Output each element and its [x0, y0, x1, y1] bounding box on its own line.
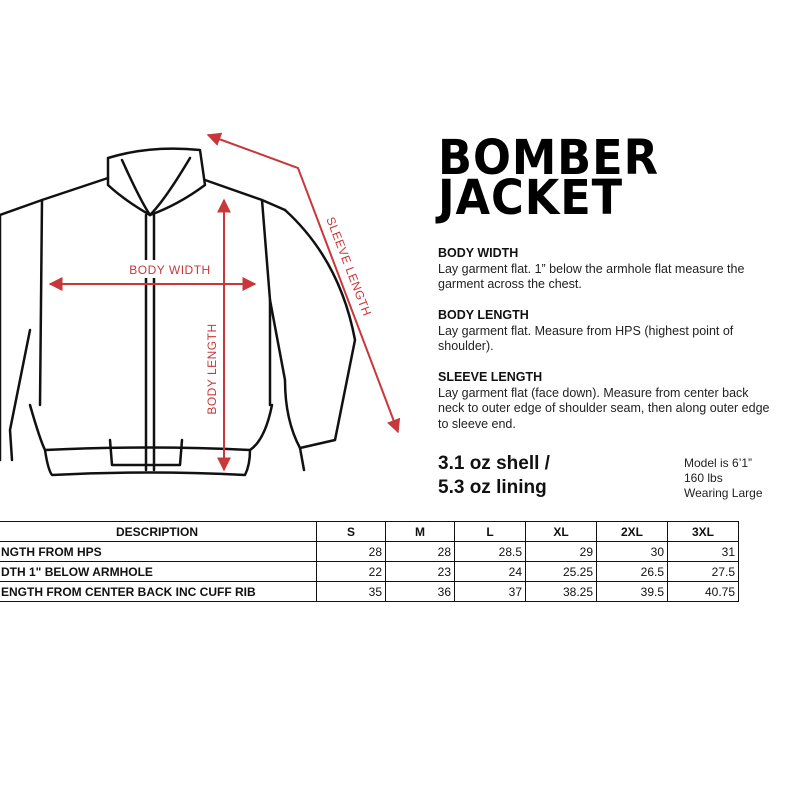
- cell-value: 31: [668, 542, 739, 562]
- cell-value: 28.5: [455, 542, 526, 562]
- row-description: NGTH FROM HPS: [0, 542, 317, 562]
- fabric-lining: 5.3 oz lining: [438, 477, 547, 498]
- header-size-s: S: [317, 522, 386, 542]
- sleeve-length-heading: SLEEVE LENGTH: [438, 370, 543, 384]
- jacket-diagram: [0, 0, 420, 500]
- cell-value: 25.25: [526, 562, 597, 582]
- model-size: Wearing Large: [684, 486, 763, 500]
- sleeve-length-instructions: [438, 370, 778, 432]
- model-height: Model is 6’1”: [684, 456, 753, 470]
- fabric-shell: 3.1 oz shell /: [438, 453, 550, 474]
- row-description: DTH 1" BELOW ARMHOLE: [0, 562, 317, 582]
- title-line-1: BOMBER: [438, 130, 659, 186]
- cell-value: 39.5: [597, 582, 668, 602]
- cell-value: 26.5: [597, 562, 668, 582]
- model-info: [684, 456, 763, 501]
- cell-value: 29: [526, 542, 597, 562]
- cell-value: 35: [317, 582, 386, 602]
- body-width-text: Lay garment flat. 1” below the armhole flat measure the garment across the chest.: [438, 261, 745, 291]
- cell-value: 40.75: [668, 582, 739, 602]
- table-row: [0, 562, 739, 582]
- page-title: [438, 130, 659, 226]
- model-weight: 160 lbs: [684, 471, 723, 485]
- table-row: [0, 582, 739, 602]
- cell-value: 28: [386, 542, 455, 562]
- body-length-instructions: [438, 308, 778, 355]
- cell-value: 37: [455, 582, 526, 602]
- size-chart-table: [0, 521, 739, 602]
- cell-value: 28: [317, 542, 386, 562]
- sleeve-length-label: SLEEVE LENGTH: [323, 214, 375, 319]
- table-row: [0, 542, 739, 562]
- cell-value: 38.25: [526, 582, 597, 602]
- cell-value: 23: [386, 562, 455, 582]
- header-size-m: M: [386, 522, 455, 542]
- sleeve-length-text: Lay garment flat (face down). Measure from center back neck to outer edge of shoulder seam, then along outer edge to sleeve end.: [438, 385, 770, 431]
- cell-value: 24: [455, 562, 526, 582]
- table-header-row: [0, 522, 739, 542]
- header-size-l: L: [455, 522, 526, 542]
- cell-value: 30: [597, 542, 668, 562]
- row-description: ENGTH FROM CENTER BACK INC CUFF RIB: [0, 582, 317, 602]
- body-length-heading: BODY LENGTH: [438, 308, 529, 322]
- fabric-weights: [438, 452, 550, 500]
- body-width-heading: BODY WIDTH: [438, 246, 519, 260]
- body-width-instructions: [438, 246, 778, 293]
- header-size-xl: XL: [526, 522, 597, 542]
- cell-value: 36: [386, 582, 455, 602]
- body-width-label: BODY WIDTH: [129, 263, 211, 277]
- cell-value: 22: [317, 562, 386, 582]
- cell-value: 27.5: [668, 562, 739, 582]
- jacket-outline: [0, 149, 355, 475]
- body-length-text: Lay garment flat. Measure from HPS (highest point of shoulder).: [438, 323, 734, 353]
- header-size-3xl: 3XL: [668, 522, 739, 542]
- body-length-label: BODY LENGTH: [205, 323, 219, 415]
- header-description: DESCRIPTION: [0, 522, 317, 542]
- title-line-2: JACKET: [438, 170, 624, 226]
- header-size-2xl: 2XL: [597, 522, 668, 542]
